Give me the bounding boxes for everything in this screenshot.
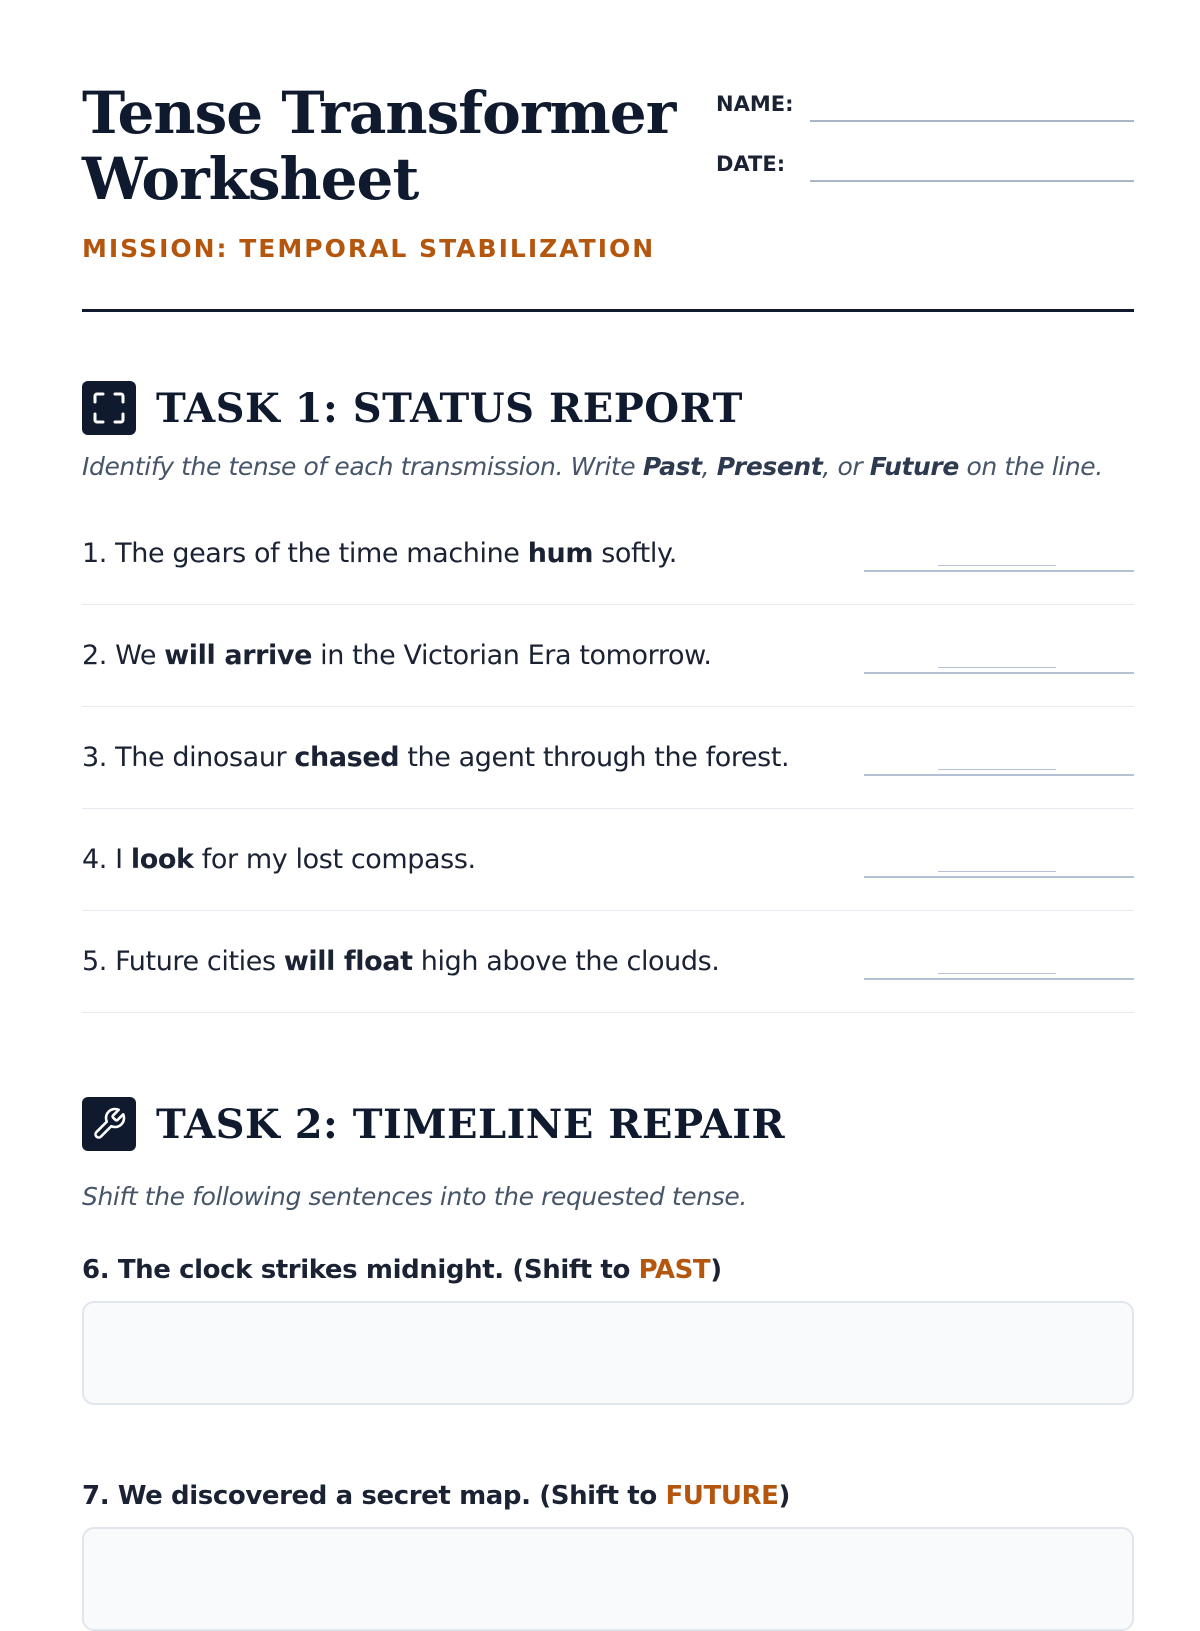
answer-line[interactable]	[864, 638, 1134, 674]
task1-section	[82, 380, 1134, 1013]
date-label: DATE:	[716, 152, 786, 176]
task1-title: TASK 1: STATUS REPORT	[156, 384, 743, 432]
list-item	[82, 605, 1134, 707]
sentence-verb: will float	[283, 946, 413, 977]
list-item	[82, 809, 1134, 911]
question-text: )	[710, 1255, 722, 1285]
sentence-part: 2. We	[82, 640, 165, 671]
answer-line[interactable]	[864, 944, 1134, 980]
sentence-text	[82, 946, 864, 977]
task2-header	[82, 1096, 1134, 1152]
sentence-text	[82, 640, 864, 671]
instructions-text: Identify the tense of each transmission. Write	[82, 452, 643, 481]
sentence-part: 4. I	[82, 844, 131, 875]
task1-instructions	[82, 452, 1134, 481]
mission-subtitle: MISSION: TEMPORAL STABILIZATION	[82, 234, 656, 263]
answer-blank	[938, 973, 1056, 974]
worksheet-title: Tense Transformer Worksheet	[82, 79, 676, 213]
instructions-text: on the line.	[958, 452, 1103, 481]
header-divider	[82, 309, 1134, 312]
answer-blank	[938, 565, 1056, 566]
task2-instructions: Shift the following sentences into the requested tense.	[82, 1182, 747, 1211]
question-7-answer-box[interactable]	[82, 1527, 1134, 1631]
date-row	[716, 144, 1134, 182]
task1-items	[82, 503, 1134, 1013]
sentence-verb: hum	[527, 538, 594, 569]
sentence-text	[82, 742, 864, 773]
sentence-text	[82, 844, 864, 875]
target-tense: PAST	[638, 1255, 711, 1285]
sentence-verb: will arrive	[164, 640, 312, 671]
task1-header	[82, 380, 1134, 436]
sentence-part: for my lost compass.	[193, 844, 476, 875]
task2-title: TASK 2: TIMELINE REPAIR	[156, 1100, 786, 1148]
sentence-part: 1. The gears of the time machine	[82, 538, 528, 569]
answer-line[interactable]	[864, 842, 1134, 878]
instructions-separator: , or	[822, 452, 870, 481]
question-text: 6. The clock strikes midnight. (Shift to	[82, 1255, 639, 1285]
list-item	[82, 911, 1134, 1013]
answer-line[interactable]	[864, 536, 1134, 572]
list-item	[82, 707, 1134, 809]
answer-blank	[938, 871, 1056, 872]
sentence-part: softly.	[593, 538, 677, 569]
answer-line[interactable]	[864, 740, 1134, 776]
worksheet-header	[82, 0, 1134, 312]
name-label: NAME:	[716, 92, 794, 116]
sentence-part: high above the clouds.	[412, 946, 720, 977]
sentence-part: 3. The dinosaur	[82, 742, 295, 773]
answer-blank	[938, 769, 1056, 770]
wrench-icon	[82, 1097, 136, 1151]
question-text: )	[778, 1481, 791, 1511]
question-text: 7. We discovered a secret map. (Shift to	[82, 1481, 666, 1511]
answer-blank	[938, 667, 1056, 668]
name-field[interactable]	[810, 84, 1134, 122]
scan-frame-icon	[82, 381, 136, 435]
list-item	[82, 503, 1134, 605]
option-future: Future	[869, 452, 959, 481]
option-past: Past	[642, 452, 702, 481]
sentence-part: the agent through the forest.	[399, 742, 790, 773]
sentence-verb: look	[130, 844, 194, 875]
target-tense: FUTURE	[665, 1481, 779, 1511]
question-6-prompt	[82, 1255, 1134, 1285]
instructions-separator: ,	[701, 452, 717, 481]
sentence-part: in the Victorian Era tomorrow.	[312, 640, 712, 671]
sentence-text	[82, 538, 864, 569]
name-row	[716, 84, 1134, 122]
option-present: Present	[716, 452, 823, 481]
sentence-verb: chased	[294, 742, 400, 773]
question-6-answer-box[interactable]	[82, 1301, 1134, 1405]
date-field[interactable]	[810, 144, 1134, 182]
sentence-part: 5. Future cities	[82, 946, 284, 977]
question-7-prompt	[82, 1481, 1134, 1511]
worksheet-page	[82, 0, 1134, 1511]
task2-section	[82, 1096, 1134, 1631]
student-info	[716, 84, 1134, 204]
